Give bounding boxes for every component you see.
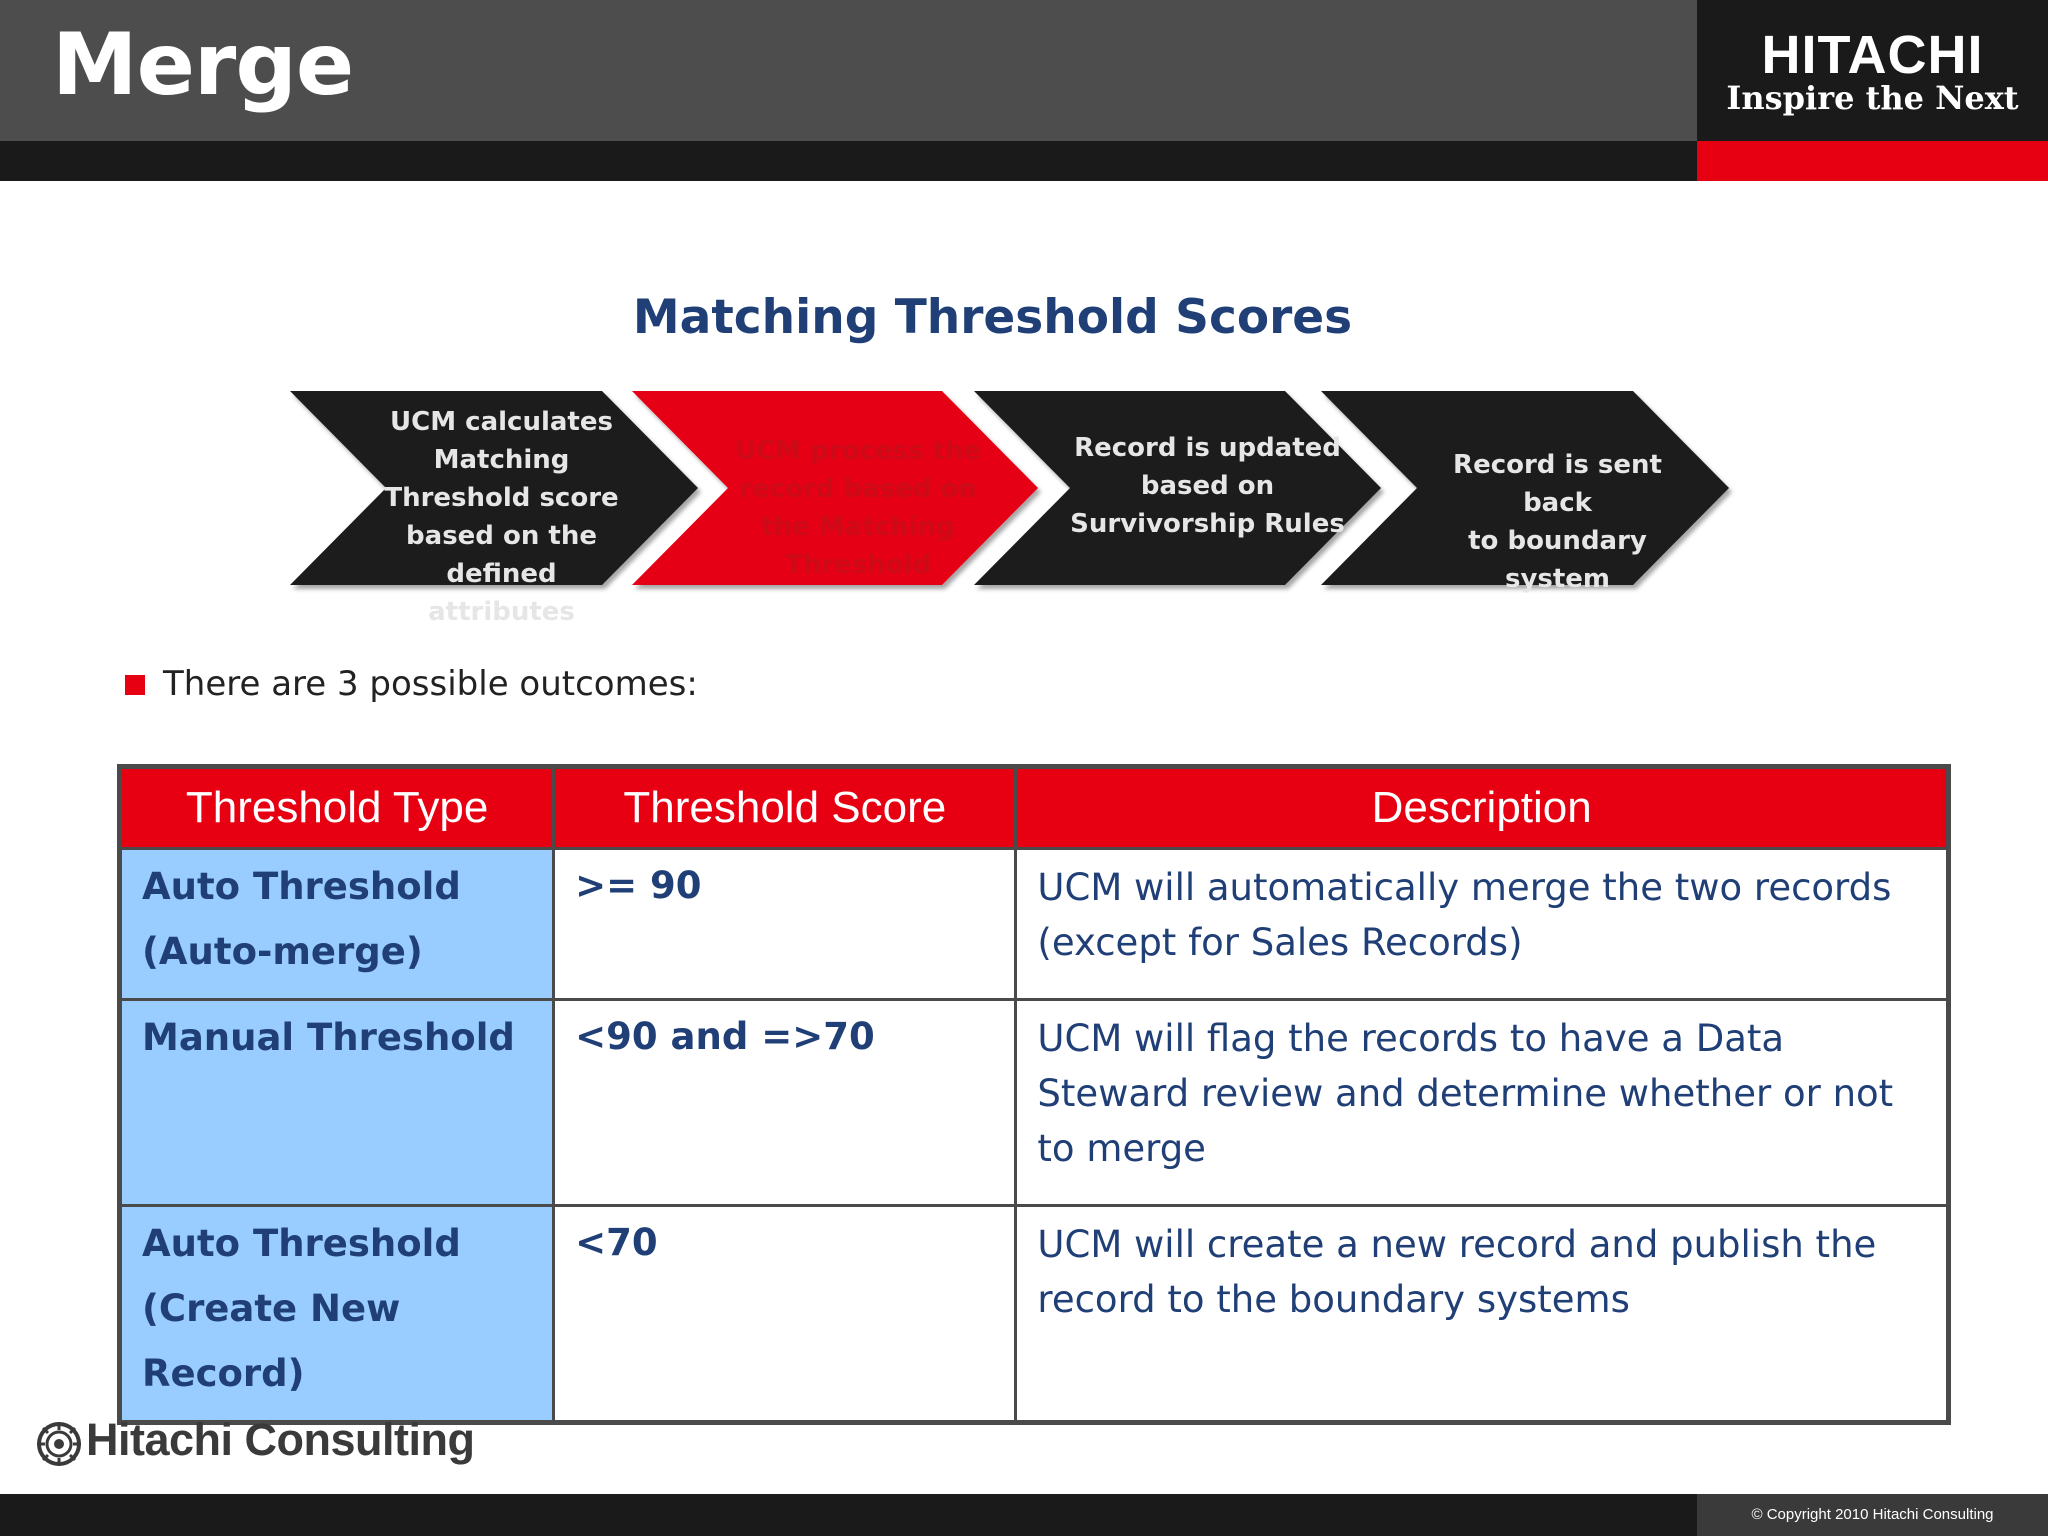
hitachi-emblem-icon	[36, 1421, 82, 1467]
header-threshold-type: Threshold Type	[120, 767, 554, 849]
table-row	[120, 1000, 1949, 1206]
outcomes-intro: There are 3 possible outcomes:	[163, 664, 698, 704]
table-header-row	[120, 767, 1949, 849]
process-step-3-label: Record is updated based on Survivorship Rules	[1070, 433, 1345, 539]
threshold-description-cell: UCM will flag the records to have a Data Steward review and determine whether or not to merge	[1016, 1000, 1949, 1206]
threshold-description-cell: UCM will automatically merge the two records (except for Sales Records)	[1016, 849, 1949, 1000]
brand-tagline: Inspire the Next	[1726, 79, 2019, 117]
process-step-4-label: Record is sent back to boundary system	[1453, 450, 1662, 594]
threshold-type-line: Auto Threshold	[142, 1222, 461, 1265]
footer-bar	[0, 1494, 1697, 1536]
threshold-type-line: (Create New Record)	[142, 1287, 401, 1395]
table-row	[120, 1206, 1949, 1423]
threshold-score-cell: <70	[554, 1206, 1016, 1423]
process-step-2-label: UCM process the record based on the Matching Threshold	[734, 436, 982, 580]
threshold-type-line: Manual Threshold	[142, 1016, 515, 1059]
threshold-type-cell	[120, 1000, 554, 1206]
threshold-score-cell: >= 90	[554, 849, 1016, 1000]
process-step-1-label: UCM calculates Matching Threshold score based on the defined attributes	[384, 407, 619, 627]
brand-red-strip	[1697, 141, 2048, 181]
header-description: Description	[1016, 767, 1949, 849]
threshold-score-cell: <90 and =>70	[554, 1000, 1016, 1206]
threshold-type-line: (Auto-merge)	[142, 930, 423, 973]
header-threshold-score: Threshold Score	[554, 767, 1016, 849]
table-row	[120, 849, 1949, 1000]
section-title: Matching Threshold Scores	[632, 290, 1353, 345]
page-title: Merge	[52, 15, 354, 115]
threshold-type-cell	[120, 849, 554, 1000]
threshold-description-cell: UCM will create a new record and publish the record to the boundary systems	[1016, 1206, 1949, 1423]
threshold-type-cell	[120, 1206, 554, 1423]
red-square-bullet-icon	[125, 675, 145, 695]
threshold-table	[117, 764, 1951, 1425]
threshold-type-line: Auto Threshold	[142, 865, 461, 908]
copyright-text: © Copyright 2010 Hitachi Consulting	[1751, 1506, 1994, 1523]
brand-name: HITACHI	[1761, 25, 1984, 85]
consulting-logo-text: Hitachi Consulting	[86, 1414, 475, 1465]
header-strip	[0, 141, 1697, 181]
